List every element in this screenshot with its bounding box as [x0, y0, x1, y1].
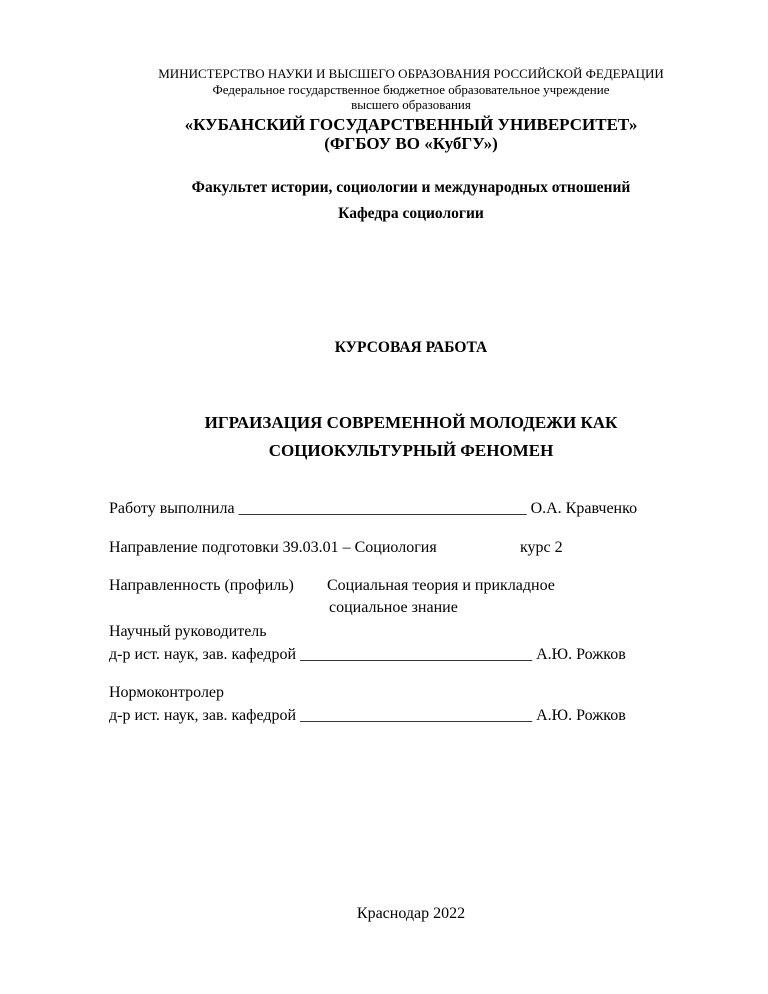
department-name: Кафедра социологии — [338, 205, 484, 222]
profile-value-line-2: социальное знание — [329, 599, 458, 616]
supervisor-signature-line: _____________________________ — [300, 646, 533, 663]
profile-value-line-1: Социальная теория и прикладное — [327, 577, 555, 594]
author-name: О.А. Кравченко — [530, 500, 638, 517]
university-name: «КУБАНСКИЙ ГОСУДАРСТВЕННЫЙ УНИВЕРСИТЕТ» — [184, 115, 638, 134]
supervisor-role: Научный руководитель — [109, 623, 267, 640]
institution-type-line-1: Федеральное государственное бюджетное образовательное учреждение — [212, 82, 610, 97]
paper-title-line-2: СОЦИОКУЛЬТУРНЫЙ ФЕНОМЕН — [268, 441, 554, 460]
university-short-name: (ФГБОУ ВО «КубГУ») — [324, 134, 498, 153]
supervisor-field — [109, 645, 626, 665]
normcontroller-title: д-р ист. наук, зав. кафедрой — [109, 707, 297, 724]
paper-title-line-1: ИГРАИЗАЦИЯ СОВРЕМЕННОЙ МОЛОДЕЖИ КАК — [204, 413, 618, 432]
normcontroller-field — [109, 706, 626, 726]
direction-text: Направление подготовки 39.03.01 – Социология — [109, 539, 437, 556]
faculty-name: Факультет истории, социологии и международных отношений — [191, 179, 631, 196]
supervisor-name: А.Ю. Рожков — [536, 646, 626, 663]
supervisor-title: д-р ист. наук, зав. кафедрой — [109, 646, 297, 663]
normcontroller-name: А.Ю. Рожков — [536, 707, 626, 724]
author-signature-line: ____________________________________ — [238, 500, 527, 517]
ministry-line: МИНИСТЕРСТВО НАУКИ И ВЫСШЕГО ОБРАЗОВАНИЯ РОССИЙСКОЙ ФЕДЕРАЦИИ — [158, 66, 664, 81]
author-field — [109, 499, 637, 519]
city-year: Краснодар 2022 — [356, 905, 466, 922]
document-type: КУРСОВАЯ РАБОТА — [334, 339, 488, 356]
normcontroller-role: Нормоконтролер — [109, 684, 225, 701]
author-label: Работу выполнила — [109, 500, 235, 517]
institution-type-line-2: высшего образования — [351, 97, 471, 112]
profile-label: Направленность (профиль) — [109, 577, 294, 594]
normcontroller-signature-line: _____________________________ — [300, 707, 533, 724]
course-text: курс 2 — [520, 539, 563, 556]
